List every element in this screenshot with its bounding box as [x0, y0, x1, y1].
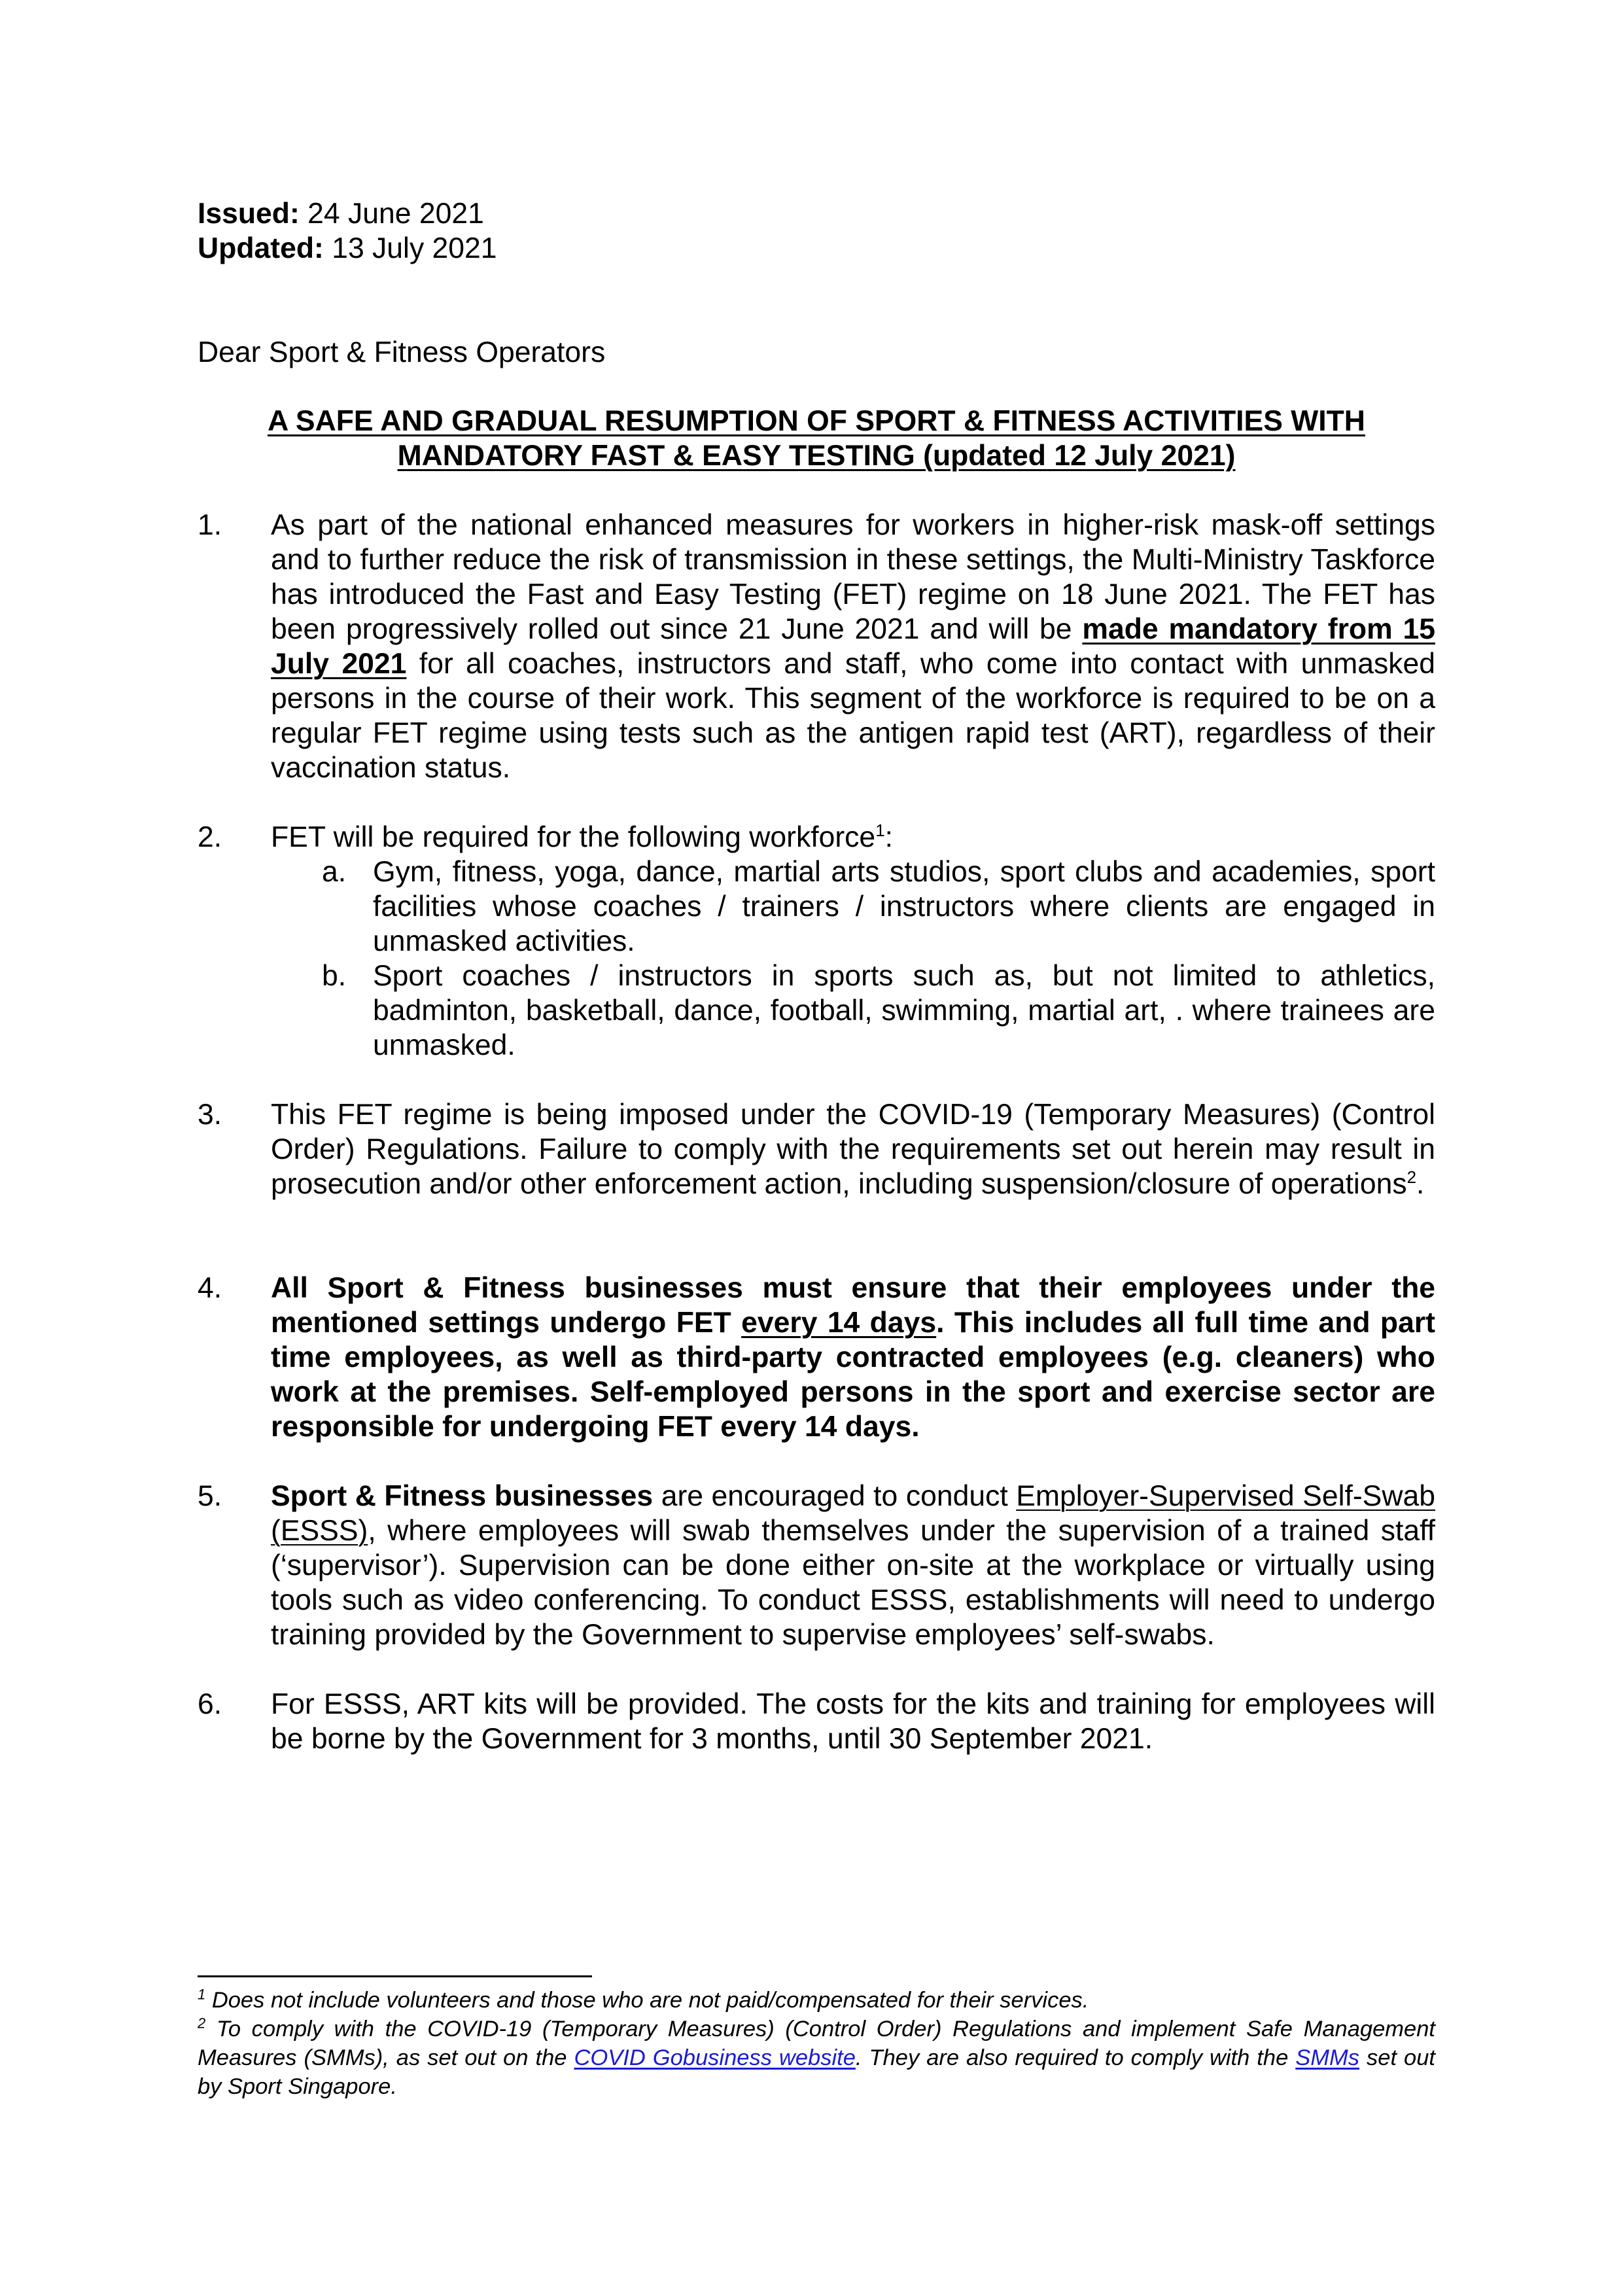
paragraph-3-text-end: . [1416, 1168, 1425, 1200]
paragraph-text: For ESSS, ART kits will be provided. The costs for the kits and training for employees will be borne by the Government for 3 months, until 30 September 2021. [271, 1688, 1435, 1755]
smms-link[interactable]: SMMs [1295, 2045, 1360, 2070]
footnote-2-text-c: set out by Sport Singapore. [198, 2045, 1435, 2099]
title-line-1: A SAFE AND GRADUAL RESUMPTION OF SPORT & FITNESS ACTIVITIES WITH [268, 405, 1365, 437]
footnote-mark: 1 [198, 1986, 206, 2003]
updated-line [198, 231, 1435, 266]
paragraph-4-text-b: . This includes all full time and part time employees, as well as third-party contracted employees (e.g. cleaners) who work at the premises. Self-employed persons in the sport and exercise sector are responsible for undergoing FET every 14 days. [271, 1307, 1435, 1443]
issued-value: 24 June 2021 [299, 198, 484, 230]
list-letter: b. [322, 960, 347, 992]
paragraph-number: 2. [198, 821, 222, 853]
title-line-2: MANDATORY FAST & EASY TESTING (updated 12 July 2021) [397, 440, 1236, 472]
paragraph-5-text-b: , where employees will swab themselves under the supervision of a trained staff (‘supervisor’). Supervision can be done either on-site at the workplace or virtually using tools such as video conferencing. To conduct ESSS, establishments will need to undergo training provided by the Government to supervise employees’ self-swabs. [271, 1515, 1435, 1651]
frequency-emphasis: every 14 days [741, 1307, 937, 1339]
paragraph-text [271, 1097, 1435, 1201]
paragraph-number: 5. [198, 1480, 222, 1512]
updated-value: 13 July 2021 [323, 232, 497, 264]
document-title [198, 404, 1435, 473]
footnote-1-text: Does not include volunteers and those who are not paid/compensated for their services. [205, 1988, 1089, 2013]
paragraph-2-text-end: : [884, 821, 894, 853]
paragraph-text [271, 508, 1435, 785]
paragraph-1-text-a: As part of the national enhanced measures for workers in higher-risk mask-off settings and to further reduce the risk of transmission in these settings, the Multi-Ministry Taskforce has introduced the Fast and Easy Testing (FET) regime on 18 June 2021. The FET has been progressively rolled out since 21 June 2021 and will be [271, 509, 1435, 645]
footnote-2-text-b: . They are also required to comply with the [855, 2045, 1296, 2070]
footnote-2 [198, 2015, 1435, 2101]
paragraph-2-text: FET will be required for the following workforce [271, 821, 876, 853]
esss-term: Employer-Supervised Self-Swab (ESSS) [271, 1480, 1435, 1547]
covid-gobusiness-link[interactable]: COVID Gobusiness website [574, 2045, 856, 2070]
paragraph-5-lead: Sport & Fitness businesses [271, 1480, 654, 1512]
footnote-2-text-a: To comply with the COVID-19 (Temporary Measures) (Control Order) Regulations and implement Safe Management Measures (SMMs), as set out on the [198, 2017, 1435, 2070]
paragraph-text [271, 820, 1435, 855]
footnote-mark: 2 [198, 2015, 206, 2032]
updated-label: Updated: [198, 232, 324, 264]
footnote-ref-2[interactable]: 2 [1406, 1167, 1417, 1188]
paragraph-number: 4. [198, 1272, 222, 1304]
issue-dates [198, 196, 1435, 266]
paragraph-number: 1. [198, 509, 222, 541]
paragraph-1-text-b: for all coaches, instructors and staff, who come into contact with unmasked persons in the course of their work. This segment of the workforce is required to be on a regular FET regime using tests such as the antigen rapid test (ART), regardless of their vaccination status. [271, 648, 1435, 784]
list-letter: a. [322, 856, 347, 888]
paragraph-text [271, 1479, 1435, 1652]
paragraph-number: 3. [198, 1099, 222, 1131]
list-item-text: Sport coaches / instructors in sports such as, but not limited to athletics, badminton, basketball, dance, football, swimming, martial art, . where trainees are unmasked. [373, 960, 1435, 1061]
issued-line [198, 196, 1435, 231]
footnote-ref-1[interactable]: 1 [875, 821, 885, 841]
salutation: Dear Sport & Fitness Operators [198, 336, 606, 368]
paragraph-4-text-a: All Sport & Fitness businesses must ensure that their employees under the mentioned settings undergo FET [271, 1272, 1435, 1339]
mandatory-date-emphasis: made mandatory from 15 July 2021 [271, 613, 1435, 680]
footnote-1 [198, 1986, 1435, 2015]
issued-label: Issued: [198, 198, 300, 230]
list-item-text: Gym, fitness, yoga, dance, martial arts studios, sport clubs and academies, sport facilities whose coaches / trainers / instructors where clients are engaged in unmasked activities. [373, 856, 1435, 957]
footnote-separator [198, 1975, 592, 1977]
paragraph-number: 6. [198, 1688, 222, 1720]
paragraph-5-text-a: are encouraged to conduct [653, 1480, 1017, 1512]
paragraph-text [271, 1271, 1435, 1444]
paragraph-3-text: This FET regime is being imposed under the COVID-19 (Temporary Measures) (Control Order) Regulations. Failure to comply with the requirements set out herein may result in prosecution and/or other enforcement action, including suspension/closure of operations [271, 1099, 1435, 1200]
